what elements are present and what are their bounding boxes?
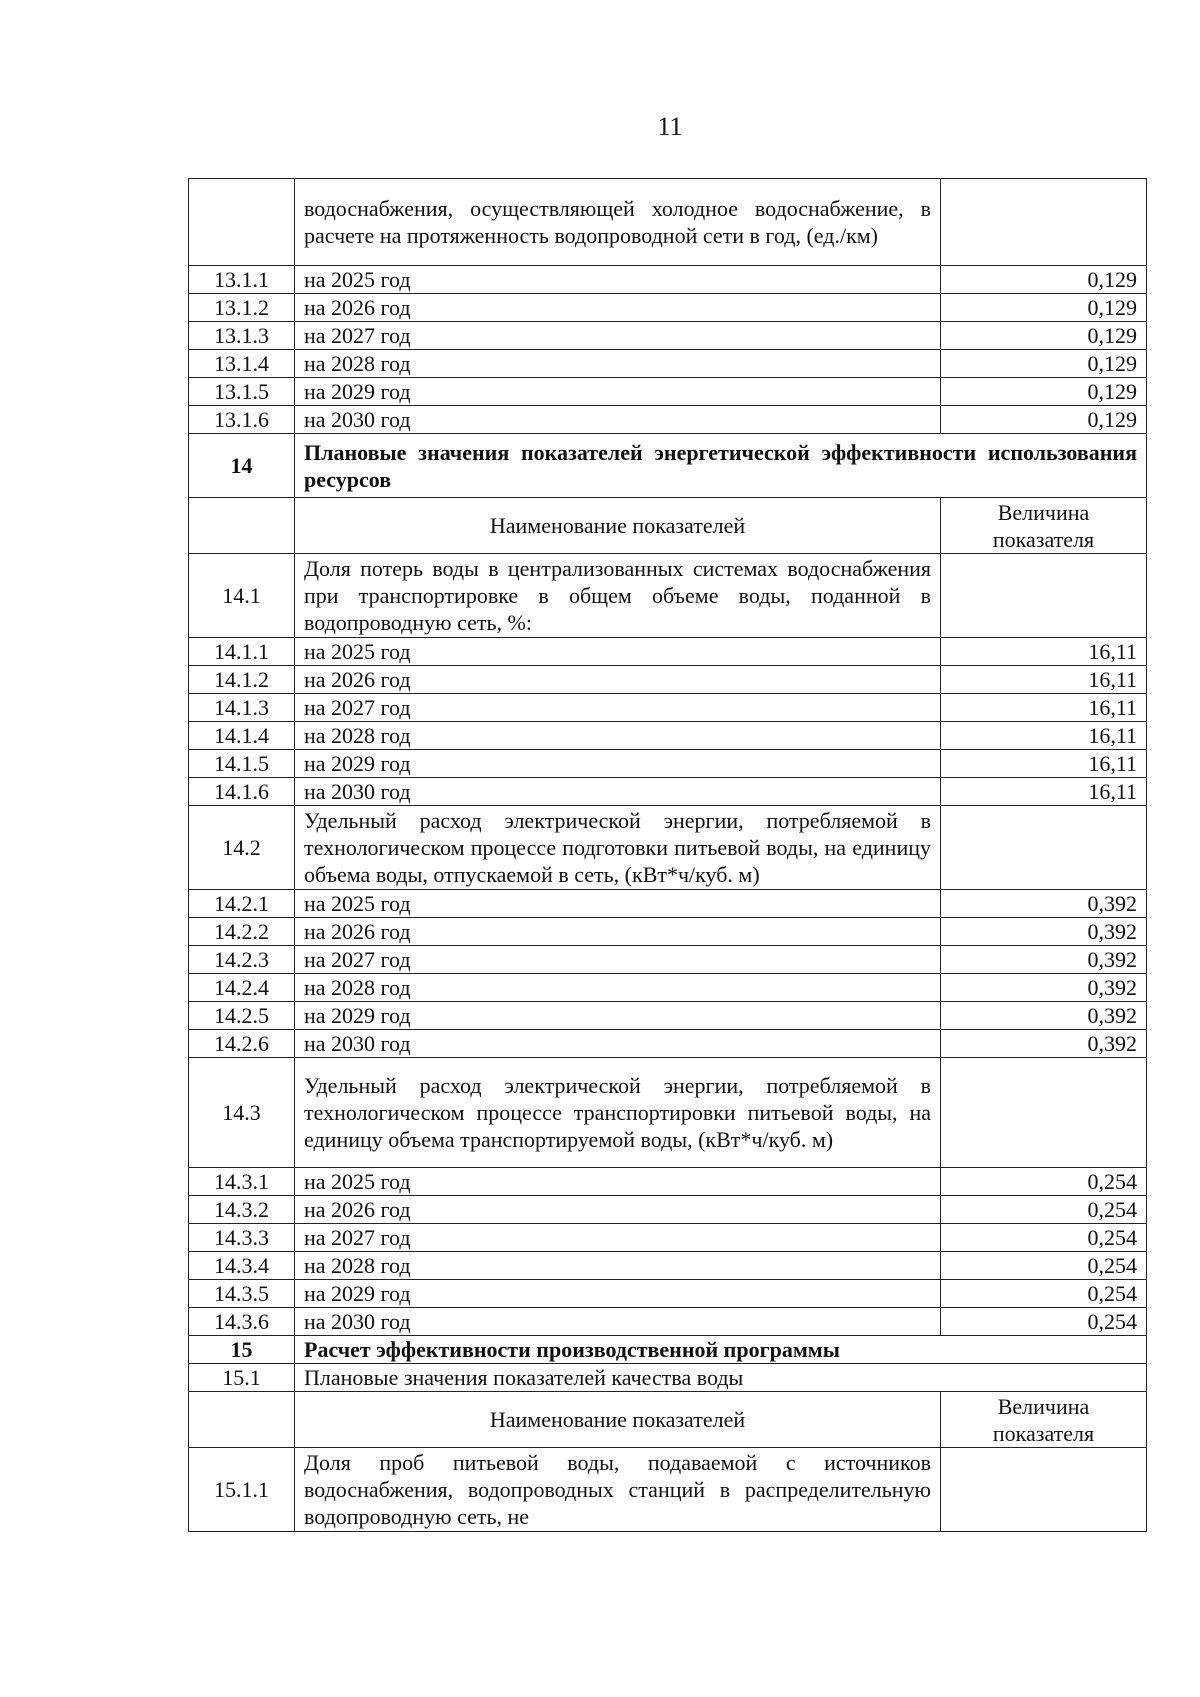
row-number: 13.1.2 xyxy=(189,294,295,322)
item-14-1-number: 14.1 xyxy=(189,554,295,638)
row-number: 14.1.2 xyxy=(189,666,295,694)
row-value: 0,129 xyxy=(941,266,1147,294)
row-value: 0,392 xyxy=(941,890,1147,918)
table-row xyxy=(189,294,1147,322)
row-value: 16,11 xyxy=(941,694,1147,722)
item-14-1-text: Доля потерь воды в централизованных системах водоснабжения при транспортировке в общем объеме воды, поданной в водопроводную сеть, %: xyxy=(295,554,941,638)
row-number: 14.1.1 xyxy=(189,638,295,666)
item-14-2-number: 14.2 xyxy=(189,806,295,890)
row-value: 16,11 xyxy=(941,750,1147,778)
header-name: Наименование показателей xyxy=(295,498,941,554)
section-15-number: 15 xyxy=(189,1336,295,1364)
row-value: 0,254 xyxy=(941,1224,1147,1252)
table-row xyxy=(189,666,1147,694)
section-15-row xyxy=(189,1336,1147,1364)
row-label: на 2026 год xyxy=(295,294,941,322)
row-value: 0,392 xyxy=(941,1002,1147,1030)
table-row xyxy=(189,946,1147,974)
row-number: 14.2.2 xyxy=(189,918,295,946)
row-label: на 2027 год xyxy=(295,322,941,350)
table-row xyxy=(189,322,1147,350)
row-label: на 2028 год xyxy=(295,350,941,378)
row-label: на 2028 год xyxy=(295,974,941,1002)
header-value: Величина показателя xyxy=(941,1392,1147,1448)
table-row xyxy=(189,918,1147,946)
item-14-3-text: Удельный расход электрической энергии, потребляемой в технологическом процессе транспортировки питьевой воды, на единицу объема транспортируемой воды, (кВт*ч/куб. м) xyxy=(295,1058,941,1168)
indicators-table xyxy=(188,178,1147,1532)
header-value: Величина показателя xyxy=(941,498,1147,554)
row-value: 0,254 xyxy=(941,1280,1147,1308)
header-name: Наименование показателей xyxy=(295,1392,941,1448)
cell-value xyxy=(941,1058,1147,1168)
row-number: 13.1.5 xyxy=(189,378,295,406)
table-row xyxy=(189,974,1147,1002)
row-number: 13.1.1 xyxy=(189,266,295,294)
table-row xyxy=(189,406,1147,434)
row-label: на 2025 год xyxy=(295,638,941,666)
row-number: 14.2.6 xyxy=(189,1030,295,1058)
cell-value xyxy=(941,554,1147,638)
cell-value xyxy=(941,806,1147,890)
table-row xyxy=(189,1002,1147,1030)
table-row xyxy=(189,722,1147,750)
row-value: 0,392 xyxy=(941,946,1147,974)
cell-value xyxy=(941,1448,1147,1532)
row-value: 0,129 xyxy=(941,322,1147,350)
item-14-2-text: Удельный расход электрической энергии, потребляемой в технологическом процессе подготовки питьевой воды, на единицу объема воды, отпускаемой в сеть, (кВт*ч/куб. м) xyxy=(295,806,941,890)
cell-value xyxy=(941,179,1147,266)
row-number: 14.2.1 xyxy=(189,890,295,918)
row-value: 16,11 xyxy=(941,722,1147,750)
table-row xyxy=(189,350,1147,378)
table-row xyxy=(189,638,1147,666)
row-label: на 2029 год xyxy=(295,1002,941,1030)
row-value: 16,11 xyxy=(941,666,1147,694)
item-15-1-text: Плановые значения показателей качества воды xyxy=(295,1364,1147,1392)
row-number: 14.3.2 xyxy=(189,1196,295,1224)
row-label: на 2027 год xyxy=(295,1224,941,1252)
row-number: 14.1.3 xyxy=(189,694,295,722)
table-row xyxy=(189,1224,1147,1252)
row-number: 14.3.5 xyxy=(189,1280,295,1308)
table-row xyxy=(189,890,1147,918)
row-label: на 2025 год xyxy=(295,1168,941,1196)
table-row xyxy=(189,1252,1147,1280)
row-number: 14.3.6 xyxy=(189,1308,295,1336)
row-label: на 2030 год xyxy=(295,406,941,434)
item-14-1-row xyxy=(189,554,1147,638)
row-number: 14.2.4 xyxy=(189,974,295,1002)
row-value: 0,392 xyxy=(941,918,1147,946)
section-14-number: 14 xyxy=(189,434,295,498)
row-value: 0,392 xyxy=(941,974,1147,1002)
cell-num xyxy=(189,498,295,554)
header-row-14 xyxy=(189,498,1147,554)
table-row-intro xyxy=(189,179,1147,266)
table-row xyxy=(189,266,1147,294)
row-label: на 2025 год xyxy=(295,266,941,294)
item-15-1-row xyxy=(189,1364,1147,1392)
row-number: 13.1.3 xyxy=(189,322,295,350)
row-label: на 2029 год xyxy=(295,750,941,778)
row-label: на 2030 год xyxy=(295,778,941,806)
table-row xyxy=(189,1168,1147,1196)
section-14-title: Плановые значения показателей энергетической эффективности использования ресурсов xyxy=(295,434,1147,498)
item-15-1-number: 15.1 xyxy=(189,1364,295,1392)
table-row xyxy=(189,1308,1147,1336)
row-number: 14.3.4 xyxy=(189,1252,295,1280)
row-label: на 2026 год xyxy=(295,918,941,946)
table-row xyxy=(189,1196,1147,1224)
row-number: 14.1.6 xyxy=(189,778,295,806)
cell-num xyxy=(189,1392,295,1448)
row-value: 16,11 xyxy=(941,778,1147,806)
row-label: на 2027 год xyxy=(295,694,941,722)
row-number: 13.1.6 xyxy=(189,406,295,434)
row-value: 0,129 xyxy=(941,406,1147,434)
item-14-3-row xyxy=(189,1058,1147,1168)
row-label: на 2028 год xyxy=(295,722,941,750)
row-label: на 2029 год xyxy=(295,1280,941,1308)
header-row-15 xyxy=(189,1392,1147,1448)
row-value: 16,11 xyxy=(941,638,1147,666)
row-label: на 2028 год xyxy=(295,1252,941,1280)
table-row xyxy=(189,1280,1147,1308)
row-label: на 2030 год xyxy=(295,1030,941,1058)
table-row xyxy=(189,778,1147,806)
item-14-3-number: 14.3 xyxy=(189,1058,295,1168)
table-row xyxy=(189,378,1147,406)
row-number: 14.3.1 xyxy=(189,1168,295,1196)
row-value: 0,254 xyxy=(941,1308,1147,1336)
row-label: на 2026 год xyxy=(295,666,941,694)
table-row xyxy=(189,750,1147,778)
section-15-title: Расчет эффективности производственной программы xyxy=(295,1336,1147,1364)
section-14-row xyxy=(189,434,1147,498)
row-value: 0,254 xyxy=(941,1196,1147,1224)
row-label: на 2025 год xyxy=(295,890,941,918)
item-15-1-1-row xyxy=(189,1448,1147,1532)
cell-num xyxy=(189,179,295,266)
row-value: 0,129 xyxy=(941,378,1147,406)
table-row xyxy=(189,694,1147,722)
row-value: 0,129 xyxy=(941,350,1147,378)
row-number: 14.1.4 xyxy=(189,722,295,750)
row-number: 14.1.5 xyxy=(189,750,295,778)
item-15-1-1-text: Доля проб питьевой воды, подаваемой с источников водоснабжения, водопроводных станций в распределительную водопроводную сеть, не xyxy=(295,1448,941,1532)
item-14-2-row xyxy=(189,806,1147,890)
table-row xyxy=(189,1030,1147,1058)
intro-text: водоснабжения, осуществляющей холодное водоснабжение, в расчете на протяженность водопроводной сети в год, (ед./км) xyxy=(295,179,941,266)
item-15-1-1-number: 15.1.1 xyxy=(189,1448,295,1532)
row-label: на 2026 год xyxy=(295,1196,941,1224)
row-value: 0,254 xyxy=(941,1168,1147,1196)
row-label: на 2027 год xyxy=(295,946,941,974)
page-number: 11 xyxy=(657,112,683,141)
row-number: 14.3.3 xyxy=(189,1224,295,1252)
row-number: 14.2.5 xyxy=(189,1002,295,1030)
row-value: 0,254 xyxy=(941,1252,1147,1280)
row-label: на 2029 год xyxy=(295,378,941,406)
row-number: 14.2.3 xyxy=(189,946,295,974)
row-value: 0,129 xyxy=(941,294,1147,322)
row-value: 0,392 xyxy=(941,1030,1147,1058)
row-number: 13.1.4 xyxy=(189,350,295,378)
row-label: на 2030 год xyxy=(295,1308,941,1336)
